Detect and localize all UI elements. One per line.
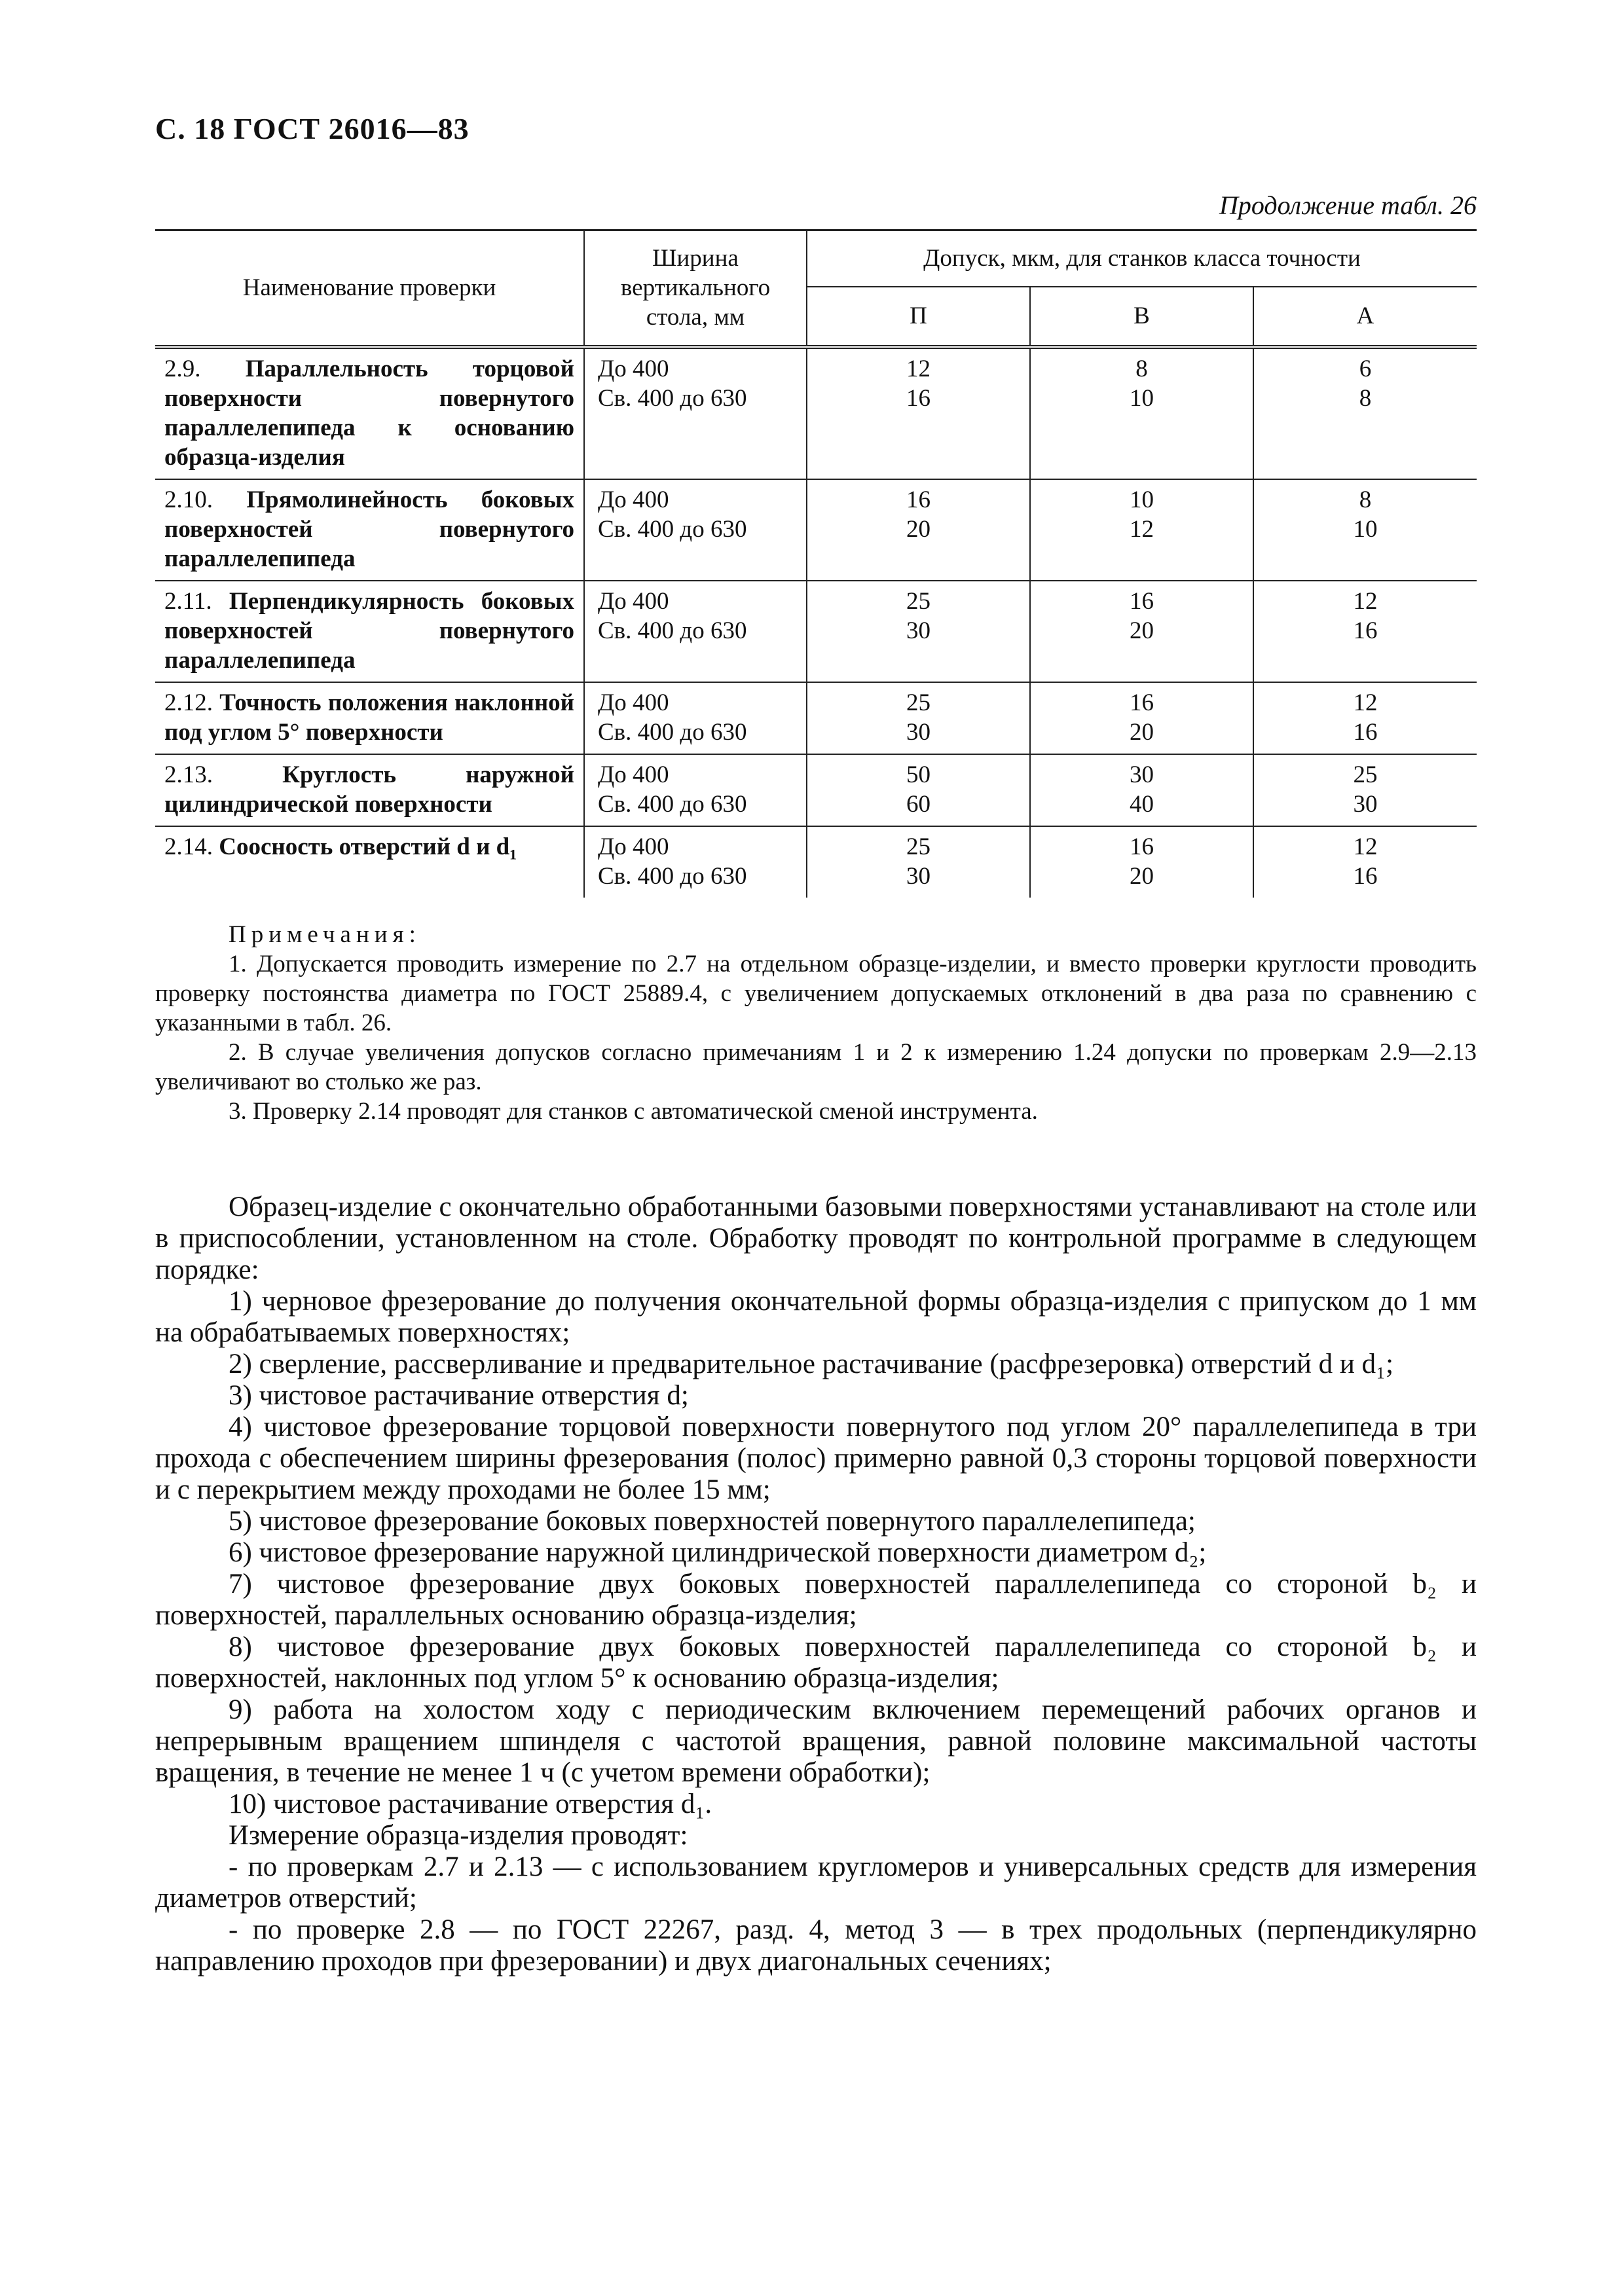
value: 16	[1130, 689, 1154, 716]
paragraph: Образец-изделие с окончательно обработанными базовыми поверхностями устанавливают на столе или в приспособлении, установленном на столе. Обработку проводят по контрольной программе в следующем порядке:	[155, 1192, 1477, 1285]
value: 12	[1353, 587, 1378, 615]
width-range: Св. 400 до 630	[598, 790, 747, 818]
value: 30	[906, 718, 931, 746]
value: 16	[1353, 862, 1378, 890]
width-range: Св. 400 до 630	[598, 617, 747, 644]
value: 12	[1353, 689, 1378, 716]
table-row	[155, 682, 1477, 754]
table-row	[155, 826, 1477, 898]
value: 16	[1353, 617, 1378, 644]
value: 60	[906, 790, 931, 818]
table-row	[155, 479, 1477, 581]
header-check-name: Наименование проверки	[155, 230, 584, 347]
width-range: До 400	[598, 486, 669, 513]
check-number: 2.10.	[164, 486, 213, 513]
value: 6	[1359, 355, 1372, 382]
value: 50	[906, 761, 931, 788]
paragraph: 4) чистовое фрезерование торцовой поверхности повернутого под углом 20° параллелепипеда в три прохода с обеспечением ширины фрезерования (полос) примерно равной 0,3 стороны торцовой поверхности и с перекрытием между проходами не более 15 мм;	[155, 1412, 1477, 1505]
tolerance-p	[807, 826, 1030, 898]
value: 12	[1130, 515, 1154, 543]
tolerance-p	[807, 479, 1030, 581]
tolerance-a	[1253, 826, 1477, 898]
check-title: Круглость наружной цилиндрической поверхности	[164, 761, 574, 818]
width-cell	[584, 581, 807, 682]
tolerance-a	[1253, 347, 1477, 479]
value: 16	[906, 486, 931, 513]
paragraph: 5) чистовое фрезерование боковых поверхностей повернутого параллелепипеда;	[229, 1506, 1196, 1537]
check-title: Прямолинейность боковых поверхностей повернутого параллелепипеда	[164, 486, 575, 572]
value: 8	[1359, 486, 1372, 513]
tolerance-a	[1253, 682, 1477, 754]
check-title: Параллельность торцовой поверхности повернутого параллелепипеда к основанию образца-изделия	[164, 355, 575, 471]
header-table-width	[584, 230, 807, 347]
check-number: 2.9.	[164, 355, 201, 382]
tolerance-v	[1030, 479, 1253, 581]
value: 10	[1130, 486, 1154, 513]
value: 25	[906, 689, 931, 716]
paragraph: 9) работа на холостом ходу с периодическим включением перемещений рабочих органов и непрерывным вращением шпинделя с частотой вращения, равной половине максимальной частоты вращения, в течение не менее 1 ч (с учетом времени обработки);	[155, 1694, 1477, 1788]
value: 30	[906, 617, 931, 644]
width-range: Св. 400 до 630	[598, 718, 747, 746]
tolerance-p	[807, 754, 1030, 826]
note-item: 2. В случае увеличения допусков согласно примечаниям 1 и 2 к измерению 1.24 допуски по проверкам 2.9—2.13 увеличивают во столько же раз.	[155, 1039, 1477, 1095]
tolerance-v	[1030, 754, 1253, 826]
notes-title: Примечания:	[229, 921, 421, 948]
width-range: До 400	[598, 833, 669, 860]
paragraph: 7) чистовое фрезерование двух боковых поверхностей параллелепипеда со стороной b₂ и поверхностей, параллельных основанию образца-изделия;	[155, 1569, 1477, 1631]
tolerance-a	[1253, 479, 1477, 581]
value: 20	[1130, 617, 1154, 644]
value: 16	[906, 384, 931, 412]
note-item: 1. Допускается проводить измерение по 2.7 на отдельном образце-изделии, и вместо проверки круглости проводить проверку постоянства диаметра по ГОСТ 25889.4, с увеличением допускаемых отклонений в два раза по сравнению с указанными в табл. 26.	[155, 951, 1477, 1036]
value: 30	[906, 862, 931, 890]
header-class-v: В	[1030, 287, 1253, 347]
table-row	[155, 347, 1477, 479]
value: 30	[1353, 790, 1378, 818]
tolerance-table	[155, 229, 1477, 898]
check-name	[155, 754, 584, 826]
paragraph: Измерение образца-изделия проводят:	[229, 1820, 688, 1851]
tolerance-v	[1030, 581, 1253, 682]
value: 10	[1353, 515, 1378, 543]
check-number: 2.13.	[164, 761, 213, 788]
tolerance-p	[807, 581, 1030, 682]
paragraph: 2) сверление, рассверливание и предварительное растачивание (расфрезеровка) отверстий d и d₁;	[229, 1349, 1394, 1379]
value: 16	[1130, 833, 1154, 860]
value: 25	[906, 833, 931, 860]
value: 40	[1130, 790, 1154, 818]
page-header: С. 18 ГОСТ 26016—83	[155, 112, 470, 145]
tolerance-a	[1253, 754, 1477, 826]
tolerance-a	[1253, 581, 1477, 682]
width-cell	[584, 347, 807, 479]
header-width-line: вертикального	[620, 274, 771, 302]
table-continuation-label: Продолжение табл. 26	[1219, 191, 1477, 220]
check-name	[155, 347, 584, 479]
value: 25	[1353, 761, 1378, 788]
width-range: Св. 400 до 630	[598, 515, 747, 543]
paragraph: 6) чистовое фрезерование наружной цилиндрической поверхности диаметром d₂;	[229, 1537, 1207, 1568]
paragraph: 8) чистовое фрезерование двух боковых поверхностей параллелепипеда со стороной b₂ и поверхностей, наклонных под углом 5° к основанию образца-изделия;	[155, 1631, 1477, 1694]
tolerance-v	[1030, 347, 1253, 479]
value: 30	[1130, 761, 1154, 788]
value: 8	[1359, 384, 1372, 412]
value: 10	[1130, 384, 1154, 412]
paragraph: - по проверкам 2.7 и 2.13 — с использованием кругломеров и универсальных средств для измерения диаметров отверстий;	[155, 1851, 1477, 1914]
check-name	[155, 826, 584, 898]
width-range: Св. 400 до 630	[598, 862, 747, 890]
paragraph: 3) чистовое растачивание отверстия d;	[229, 1380, 689, 1411]
check-title: Соосность отверстий d и d₁	[219, 833, 517, 860]
tolerance-v	[1030, 826, 1253, 898]
width-range: До 400	[598, 355, 669, 382]
table-row	[155, 581, 1477, 682]
note-item: 3. Проверку 2.14 проводят для станков с автоматической сменой инструмента.	[229, 1098, 1038, 1125]
check-title: Точность положения наклонной под углом 5° поверхности	[164, 689, 574, 746]
width-cell	[584, 682, 807, 754]
width-cell	[584, 479, 807, 581]
check-name	[155, 479, 584, 581]
header-class-p: П	[807, 287, 1030, 347]
header-tolerance-group: Допуск, мкм, для станков класса точности	[807, 230, 1477, 287]
value: 20	[906, 515, 931, 543]
check-number: 2.14.	[164, 833, 213, 860]
value: 12	[1353, 833, 1378, 860]
width-range: До 400	[598, 587, 669, 615]
value: 20	[1130, 718, 1154, 746]
width-cell	[584, 826, 807, 898]
tolerance-v	[1030, 682, 1253, 754]
check-number: 2.12.	[164, 689, 213, 716]
header-width-line: Ширина	[652, 245, 739, 272]
paragraph: 1) черновое фрезерование до получения окончательной формы образца-изделия с припуском до 1 мм на обрабатываемых поверхностях;	[155, 1286, 1477, 1348]
check-title: Перпендикулярность боковых поверхностей повернутого параллелепипеда	[164, 587, 575, 674]
width-range: До 400	[598, 761, 669, 788]
value: 12	[906, 355, 931, 382]
value: 25	[906, 587, 931, 615]
width-range: Св. 400 до 630	[598, 384, 747, 412]
value: 20	[1130, 862, 1154, 890]
value: 16	[1353, 718, 1378, 746]
width-range: До 400	[598, 689, 669, 716]
header-width-line: стола, мм	[646, 304, 745, 331]
table-row	[155, 754, 1477, 826]
check-name	[155, 682, 584, 754]
tolerance-p	[807, 347, 1030, 479]
value: 8	[1135, 355, 1148, 382]
tolerance-p	[807, 682, 1030, 754]
paragraph: 10) чистовое растачивание отверстия d₁.	[229, 1789, 712, 1819]
check-number: 2.11.	[164, 587, 212, 615]
header-class-a: А	[1253, 287, 1477, 347]
paragraph: - по проверке 2.8 — по ГОСТ 22267, разд. 4, метод 3 — в трех продольных (перпендикулярно направлению проходов при фрезеровании) и двух диагональных сечениях;	[155, 1914, 1477, 1977]
value: 16	[1130, 587, 1154, 615]
check-name	[155, 581, 584, 682]
body-text	[155, 1192, 1477, 1977]
width-cell	[584, 754, 807, 826]
notes-section	[155, 920, 1477, 1126]
